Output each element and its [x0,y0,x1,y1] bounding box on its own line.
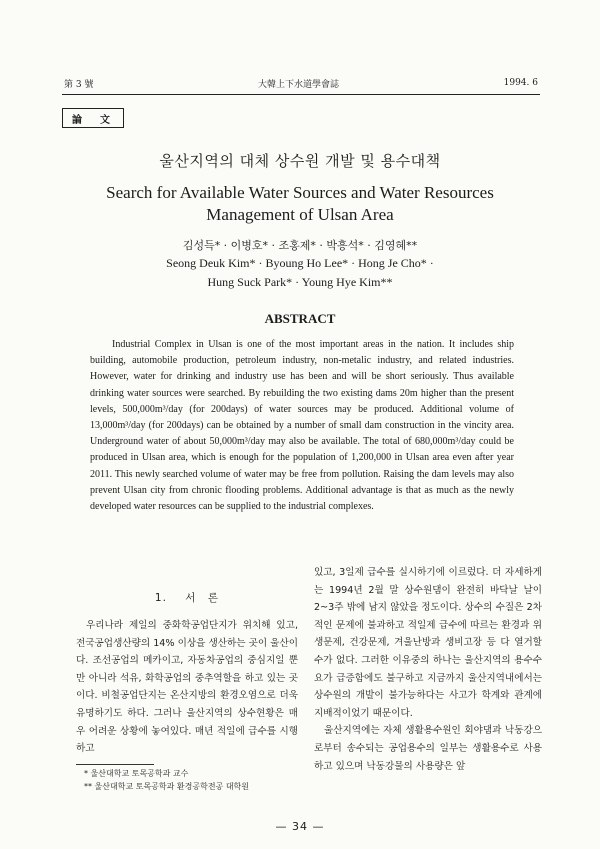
title-korean: 울산지역의 대체 상수원 개발 및 용수대책 [159,152,441,170]
left-column [76,617,298,758]
title-english [0,182,600,226]
title-english-line2: Management of Ulsan Area [206,205,394,224]
page-number: — 34 — [275,820,325,833]
authors-english [0,254,600,292]
footnotes [84,767,304,793]
issue-date: 1994. 6 [503,78,538,88]
continued-paragraph: 있고, 3일제 급수를 실시하기에 이르렀다. 더 자세하게는 1994년 2월 말 상수원댐이 완전히 바닥날 날이 2~3주 밖에 남지 않았을 정도이다. 상수의 수질은 2차적인 문제에 불과하고 적일제 급수에 따르는 환경과 위생문제, 건강문제, 겨울난방과 생비고장 등 다 열거할 수가 없다. 그러한 이유중의 하나는 울산지역의 용수수요가 급증함에도 불구하고 지금까지 울산지역내에서는 상수원의 개발이 불가능하다는 사고가 학계와 관계에 지배적이었기 때문이다. [314,567,542,719]
header-rule [62,94,540,95]
body-paragraph: 울산지역에는 자체 생활용수원인 회야댐과 낙동강으로부터 송수되는 공업용수의 일부는 생활용수로 사용하고 있으며 낙동강물의 사용량은 앞 [314,725,542,772]
authors-korean: 김성득* · 이병호* · 조홍제* · 박흥석* · 김영혜** [182,239,418,252]
authors-english-line1: Seong Deuk Kim* · Byoung Ho Lee* · Hong Je Cho* · [166,256,434,270]
title-english-line1: Search for Available Water Sources and Water Resources [106,183,494,202]
section-tag: 論 文 [62,108,124,128]
journal-name: 大韓上下水道學會誌 [258,79,340,90]
authors-english-line2: Hung Suck Park* · Young Hye Kim** [207,275,393,289]
section-title: 서 론 [185,592,220,604]
intro-paragraph: 우리나라 제일의 중화학공업단지가 위치해 있고, 전국공업생산량의 14% 이상을 생산하는 곳이 울산이다. 조선공업의 메카이고, 자동차공업의 중심지일 뿐만 아니라 석유, 화학공업의 중추역할을 하고 있는 곳이다. 비철공업단지는 온산지방의 환경오염으로 더욱 유명하기도 하다. 그러나 울산지역의 상수현황은 매우 어려운 상황에 놓여있다. 매년 적일에 급수를 시행하고 [76,620,298,755]
volume-number: 第 3 號 [64,79,94,90]
abstract-heading: ABSTRACT [264,311,336,326]
abstract-text: Industrial Complex in Ulsan is one of the most important areas in the nation. It includes ship building, automobile production, petroleum industry, non-metalic industry, and related industries. However, water for drinking and industry use has been and will be short seriously. Thus available drinking water sources were searched. By rebuilding the two existing dams 20m higher than the present levels, 500,000m³/day (for 200days) of water sources may be produced. Additional volume of 13,000m³/day (for 200days) can be obtained by a number of small dam construction in the vincity area. Underground water of about 50,000m³/day may also be available. The total of 680,000m³/day could be produced in Ulsan area, which is enough for the population of 1,200,000 in Ulsan area even after year 2011. This newly searched volume of water may be free from pollution. Raising the dam levels may also prevent Ulsan city from chronic flooding problems. Additional advantage is that as much as the newly developed water resources can be supplied to the industrial complexes. [90,339,514,513]
right-column [314,564,542,775]
footnote-1: * 울산대학교 토목공학과 교수 [84,769,189,778]
abstract-body [90,337,514,515]
running-header [64,76,538,90]
section-number: 1. [154,592,167,604]
footnote-2: ** 울산대학교 토목공학과 환경공학전공 대학원 [84,782,250,791]
footnote-rule [76,764,154,765]
section-heading [76,590,298,605]
